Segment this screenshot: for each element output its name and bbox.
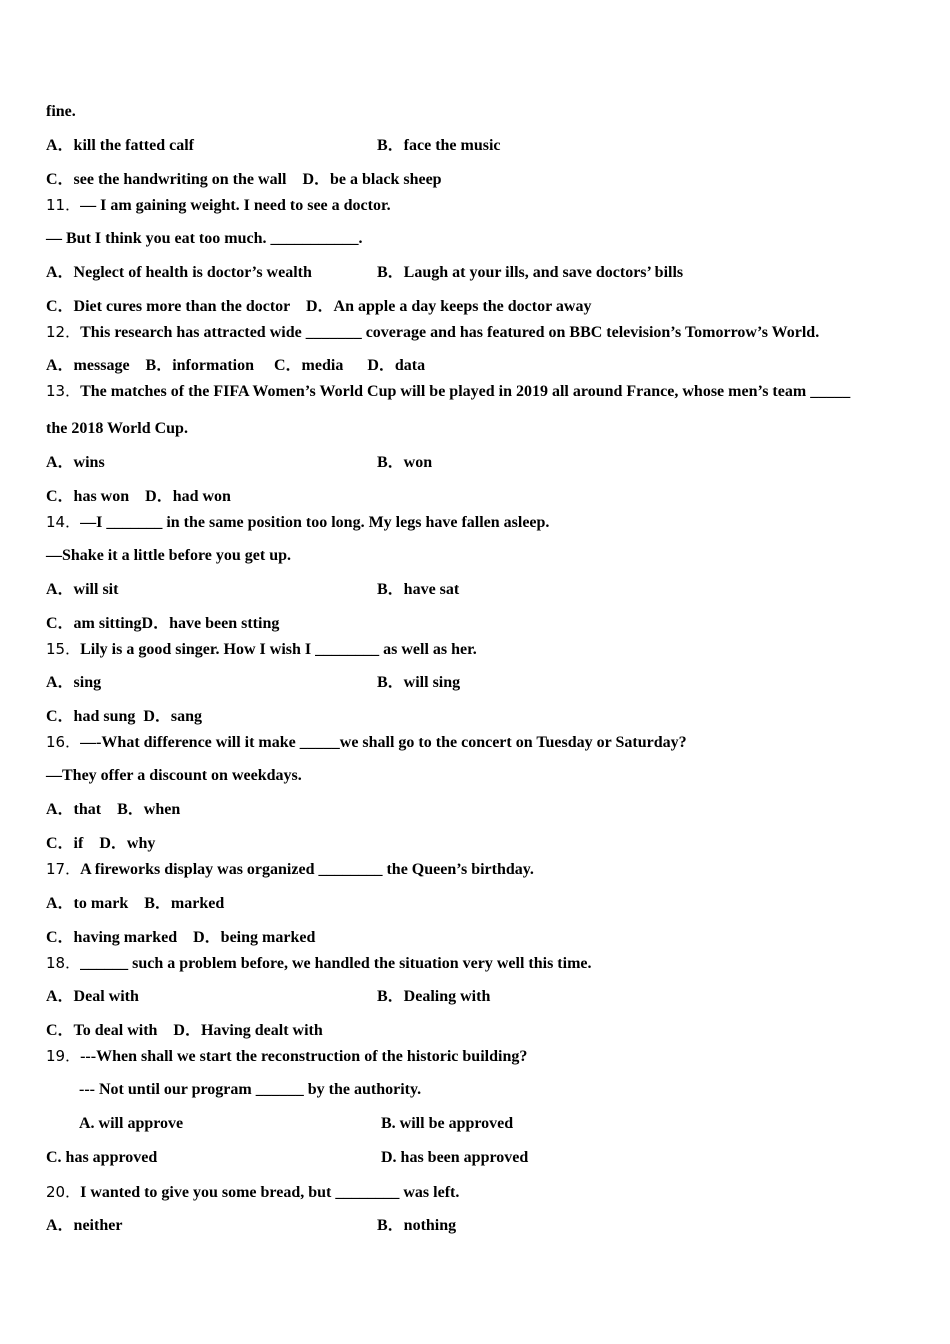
question-18-option-b: B．Dealing with — [377, 988, 491, 1005]
question-text: ---When shall we start the reconstruction of the historic building? — [80, 1048, 528, 1065]
question-text: —I _______ in the same position too long. My legs have fallen asleep. — [80, 514, 550, 531]
question-17-stem — [46, 859, 534, 880]
question-text: —-What difference will it make _____we shall go to the concert on Tuesday or Saturday? — [80, 734, 687, 751]
question-17-options-cd: C．having marked D．being marked — [46, 929, 316, 946]
question-14-option-b: B．have sat — [377, 581, 460, 598]
question-15-stem — [46, 639, 477, 660]
question-20-option-a: A．neither — [46, 1217, 123, 1234]
question-20-stem — [46, 1182, 459, 1203]
question-13-stem — [46, 381, 850, 402]
question-number: 18． — [46, 954, 81, 972]
question-13-option-b: B．won — [377, 454, 433, 471]
question-14-reply: —Shake it a little before you get up. — [46, 547, 292, 564]
question-20-option-b: B．nothing — [377, 1217, 457, 1234]
question-number: 14． — [46, 513, 81, 531]
question-19-option-c: C. has approved — [46, 1149, 158, 1166]
question-19-option-d: D. has been approved — [381, 1149, 529, 1166]
question-18-option-a: A．Deal with — [46, 988, 139, 1005]
question-15-options-cd: C．had sung D．sang — [46, 708, 203, 725]
question-15-option-b: B．will sing — [377, 674, 461, 691]
question-19-stem — [46, 1046, 527, 1067]
question-text: The matches of the FIFA Women’s World Cup will be played in 2019 all around France, whose men’s team _____ — [80, 383, 851, 400]
question-19-option-b: B. will be approved — [381, 1115, 514, 1132]
question-text: A fireworks display was organized ________ the Queen’s birthday. — [80, 861, 534, 878]
question-18-options-cd: C．To deal with D．Having dealt with — [46, 1022, 323, 1039]
question-11-stem — [46, 195, 391, 216]
question-16-stem — [46, 732, 687, 753]
question-text: — I am gaining weight. I need to see a doctor. — [80, 197, 391, 214]
question-19-reply: --- Not until our program ______ by the authority. — [79, 1081, 422, 1098]
question-17-options-ab: A．to mark B．marked — [46, 895, 225, 912]
question-number: 16． — [46, 733, 81, 751]
question-13-stem-continued: the 2018 World Cup. — [46, 420, 188, 437]
question-11-option-a: A．Neglect of health is doctor’s wealth — [46, 264, 312, 281]
question-number: 12． — [46, 323, 81, 341]
question-10-stem-tail: fine. — [46, 103, 76, 120]
question-number: 13． — [46, 382, 81, 400]
question-number: 19． — [46, 1047, 81, 1065]
question-number: 11． — [46, 196, 81, 214]
question-16-reply: —They offer a discount on weekdays. — [46, 767, 302, 784]
question-number: 15． — [46, 640, 81, 658]
question-number: 17． — [46, 860, 81, 878]
question-19-option-a: A. will approve — [79, 1115, 184, 1132]
question-14-options-cd: C．am sittingD．have been stting — [46, 615, 280, 632]
question-10-option-b: B．face the music — [377, 137, 501, 154]
question-12-options: A．message B．information C．media D．data — [46, 357, 426, 374]
question-13-options-cd: C．has won D．had won — [46, 488, 231, 505]
question-text: ______ such a problem before, we handled the situation very well this time. — [80, 955, 592, 972]
question-text: This research has attracted wide _______ coverage and has featured on BBC television’s Tomorrow’s World. — [80, 324, 820, 341]
question-14-stem — [46, 512, 549, 533]
question-16-options-cd: C．if D．why — [46, 835, 156, 852]
question-11-option-b: B．Laugh at your ills, and save doctors’ bills — [377, 264, 684, 281]
question-11-options-cd: C．Diet cures more than the doctor D．An apple a day keeps the doctor away — [46, 298, 592, 315]
question-16-options-ab: A．that B．when — [46, 801, 181, 818]
question-18-stem — [46, 953, 592, 974]
question-13-option-a: A．wins — [46, 454, 105, 471]
question-10-option-a: A．kill the fatted calf — [46, 137, 194, 154]
question-14-option-a: A．will sit — [46, 581, 119, 598]
question-10-options-cd: C．see the handwriting on the wall D．be a black sheep — [46, 171, 442, 188]
question-text: Lily is a good singer. How I wish I ________ as well as her. — [80, 641, 477, 658]
question-11-reply: — But I think you eat too much. ___________. — [46, 230, 363, 247]
question-12-stem — [46, 322, 819, 343]
question-15-option-a: A．sing — [46, 674, 102, 691]
question-text: I wanted to give you some bread, but ________ was left. — [80, 1184, 460, 1201]
question-number: 20． — [46, 1183, 81, 1201]
